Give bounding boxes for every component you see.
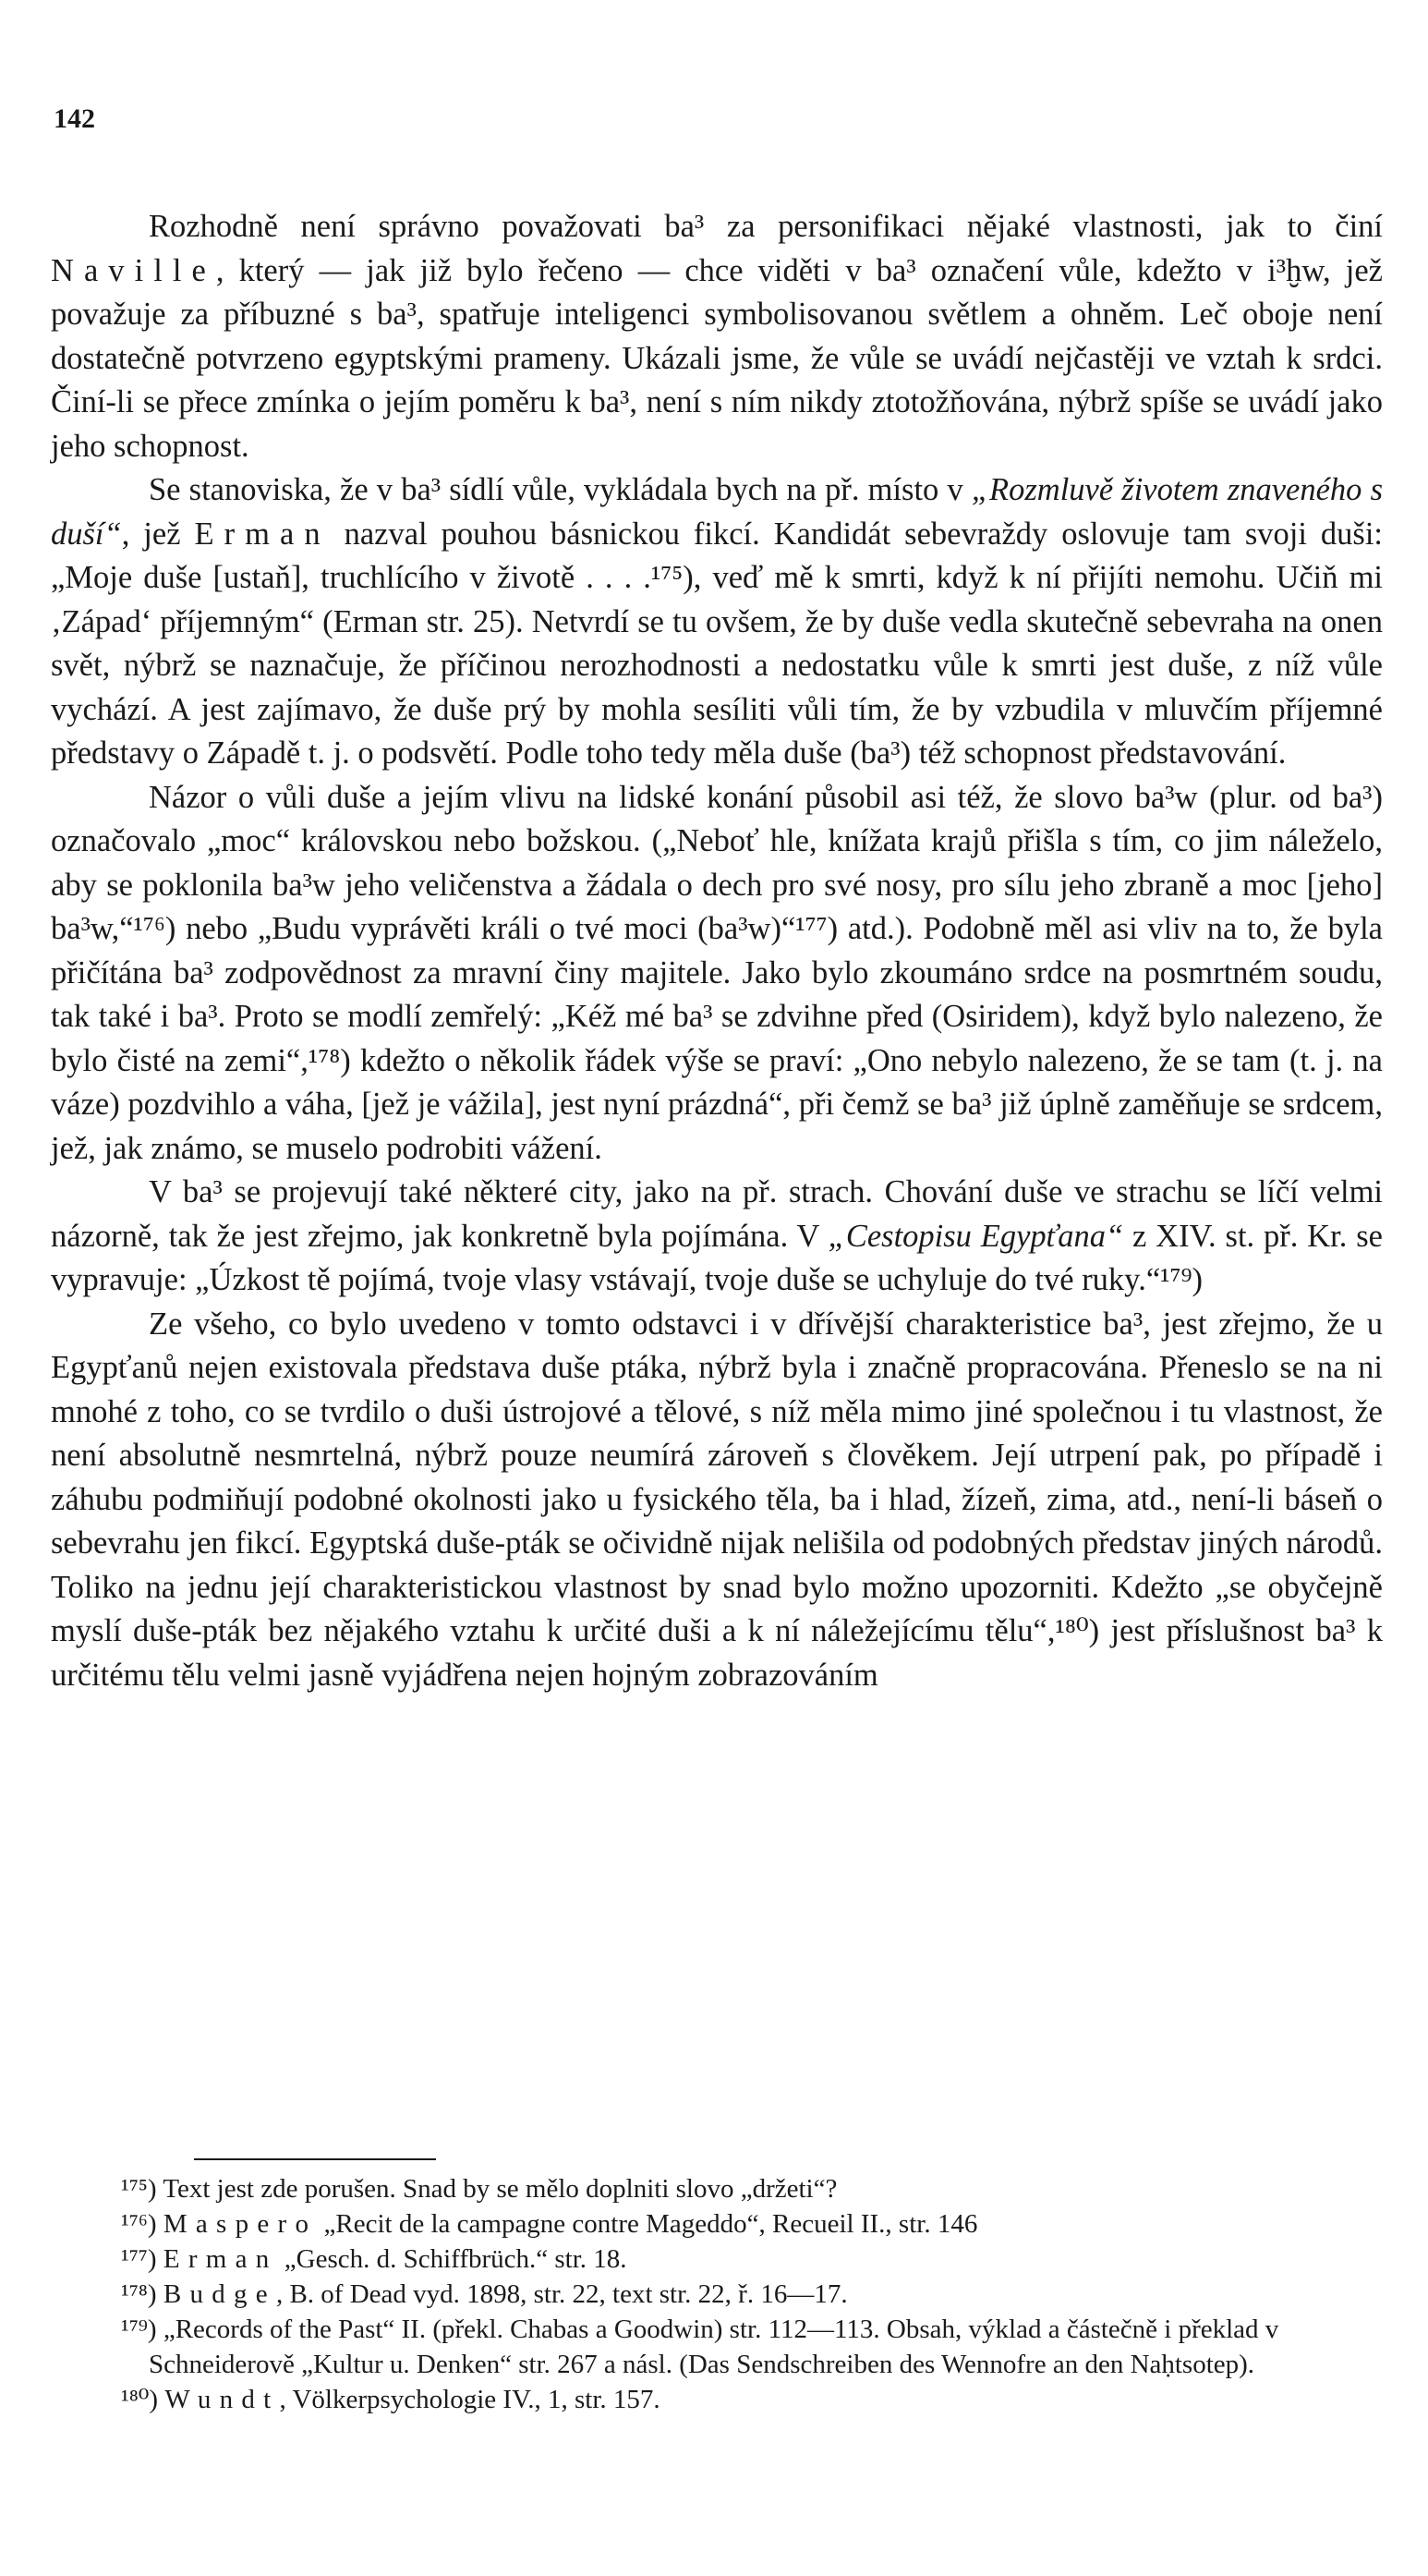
footnote-mark: ¹⁷⁸)	[121, 2279, 157, 2309]
work-title: „Cestopisu Egypťana“	[828, 1218, 1124, 1254]
footnote: ¹⁷⁸) Budge, B. of Dead vyd. 1898, str. 22, text str. 22, ř. 16—17.	[121, 2279, 848, 2309]
author-name: Wundt	[164, 2385, 280, 2414]
footnote-mark: ¹⁷⁶)	[121, 2209, 157, 2239]
work-title: „Rozmluvě životem znaveného s duší“	[51, 472, 1383, 552]
footnote-divider	[194, 2158, 436, 2160]
footnote: ¹⁷⁹) „Records of the Past“ II. (překl. Chabas a Goodwin) str. 112—113. Obsah, výklad a částečně i překlad v Schneiderově „Kultur u. Denken“ str. 267 a násl. (Das Sendschreiben des Wennofre an den Naḥtsotep).	[121, 2315, 1279, 2379]
author-name: Naville	[51, 252, 216, 288]
author-name: Maspero	[163, 2209, 318, 2239]
author-name: Budge	[163, 2279, 276, 2309]
author-name: Erman	[163, 2244, 278, 2274]
footnote-mark: ¹⁸⁰)	[121, 2385, 159, 2414]
paragraph: Ze všeho, co bylo uvedeno v tomto odstavci i v dřívější charakteristice ba³, jest zřejmo, že u Egypťanů nejen existovala představa duše ptáka, nýbrž byla i značně propracována. Přeneslo se na ni mnohé z toho, co se tvrdilo o duši ústrojové a tělové, s níž měla mimo jiné společnou i tu vlastnost, že není absolutně nesmrtelná, nýbrž pouze neumírá zároveň s člověkem. Její utrpení pak, po případě i záhubu podmiňují podobné okolnosti jako u fysického těla, ba i hlad, žízeň, zima, atd., není-li báseň o sebevrahu jen fikcí. Egyptská duše-pták se očividně nijak nelišila od podobných představ jiných národů. Toliko na jednu její charakteristickou vlastnost by snad bylo možno upozorniti. Kdežto „se obyčejně myslí duše-pták bez nějakého vztahu k určité duši a k ní náležejícímu tělu“,¹⁸⁰) jest příslušnost ba³ k určitému tělu velmi jasně vyjádřena nejen hojným zobrazováním	[51, 1306, 1383, 1693]
paragraph: V ba³ se projevují také některé city, jako na př. strach. Chování duše ve strachu se líčí velmi názorně, tak že jest zřejmo, jak konkretně byla pojímána. V „Cestopisu Egypťana“ z XIV. st. př. Kr. se vypravuje: „Úzkost tě pojímá, tvoje vlasy vstávají, tvoje duše se uchyluje do tvé ruky.“¹⁷⁹)	[51, 1174, 1383, 1297]
footnote-mark: ¹⁷⁷)	[121, 2244, 157, 2274]
footnotes	[51, 2171, 1383, 2417]
paragraph: Názor o vůli duše a jejím vlivu na lidské konání působil asi též, že slovo ba³w (plur. od ba³) označovalo „moc“ královskou nebo božskou. („Neboť hle, knížata krajů přišla s tím, co jim náleželo, aby se poklonila ba³w jeho veličenstva a žádala o dech pro své nosy, pro sílu jeho zbraně a moc [jeho] ba³w,“¹⁷⁶) nebo „Budu vyprávěti králi o tvé moci (ba³w)“¹⁷⁷) atd.). Podobně měl asi vliv na to, že byla přičítána ba³ zodpovědnost za mravní činy majitele. Jako bylo zkoumáno srdce na posmrtném soudu, tak také i ba³. Proto se modlí zemřelý: „Kéž mé ba³ se zdvihne před (Osiridem), když bylo nalezeno, že bylo čisté na zemi“,¹⁷⁸) kdežto o několik řádek výše se praví: „Ono nebylo nalezeno, že se tam (t. j. na váze) pozdvihlo a váha, [jež je vážila], jest nyní prázdná“, při čemž se ba³ již úplně zaměňuje se srdcem, jež, jak známo, se muselo podrobiti vážení.	[51, 779, 1383, 1166]
footnote: ¹⁸⁰) Wundt, Völkerpsychologie IV., 1, str. 157.	[121, 2385, 660, 2414]
footnote-mark: ¹⁷⁵)	[121, 2174, 157, 2204]
author-name: Erman	[194, 516, 331, 552]
paragraph: Se stanoviska, že v ba³ sídlí vůle, vykládala bych na př. místo v „Rozmluvě životem znaveného s duší“, jež Erman nazval pouhou básnickou fikcí. Kandidát sebevraždy oslovuje tam svoji duši: „Moje duše [ustaň], truchlícího v životě . . . .¹⁷⁵), veď mě k smrti, když k ní přijíti nemohu. Učiň mi ‚Západ‘ příjemným“ (Erman str. 25). Netvrdí se tu ovšem, že by duše vedla skutečně sebevraha na onen svět, nýbrž se naznačuje, že příčinou nerozhodnosti a nedostatku vůle k smrti jest duše, z níž vůle vychází. A jest zajímavo, že duše prý by mohla sesíliti vůli tím, že by vzbudila v mluvčím příjemné představy o Západě t. j. o podsvětí. Podle toho tedy měla duše (ba³) též schopnost představování.	[51, 472, 1383, 771]
footnote: ¹⁷⁷) Erman „Gesch. d. Schiffbrüch.“ str. 18.	[121, 2244, 627, 2274]
footnote: ¹⁷⁵) Text jest zde porušen. Snad by se mělo doplniti slovo „držeti“?	[121, 2174, 838, 2204]
page-number: 142	[54, 103, 95, 134]
body-text	[51, 205, 1383, 1697]
paragraph: Rozhodně není správno považovati ba³ za personifikaci nějaké vlastnosti, jak to činí Naville, který — jak již bylo řečeno — chce viděti v ba³ označení vůle, kdežto v i³ḫw, jež považuje za příbuzné s ba³, spatřuje inteligenci symbolisovanou světlem a ohněm. Leč oboje není dostatečně potvrzeno egyptskými prameny. Ukázali jsme, že vůle se uvádí nejčastěji ve vztah k srdci. Činí-li se přece zmínka o jejím poměru k ba³, není s ním nikdy ztotožňována, nýbrž spíše se uvádí jako jeho schopnost.	[51, 209, 1383, 464]
footnote-mark: ¹⁷⁹)	[121, 2315, 157, 2344]
footnote: ¹⁷⁶) Maspero „Recit de la campagne contre Mageddo“, Recueil II., str. 146	[121, 2209, 978, 2239]
